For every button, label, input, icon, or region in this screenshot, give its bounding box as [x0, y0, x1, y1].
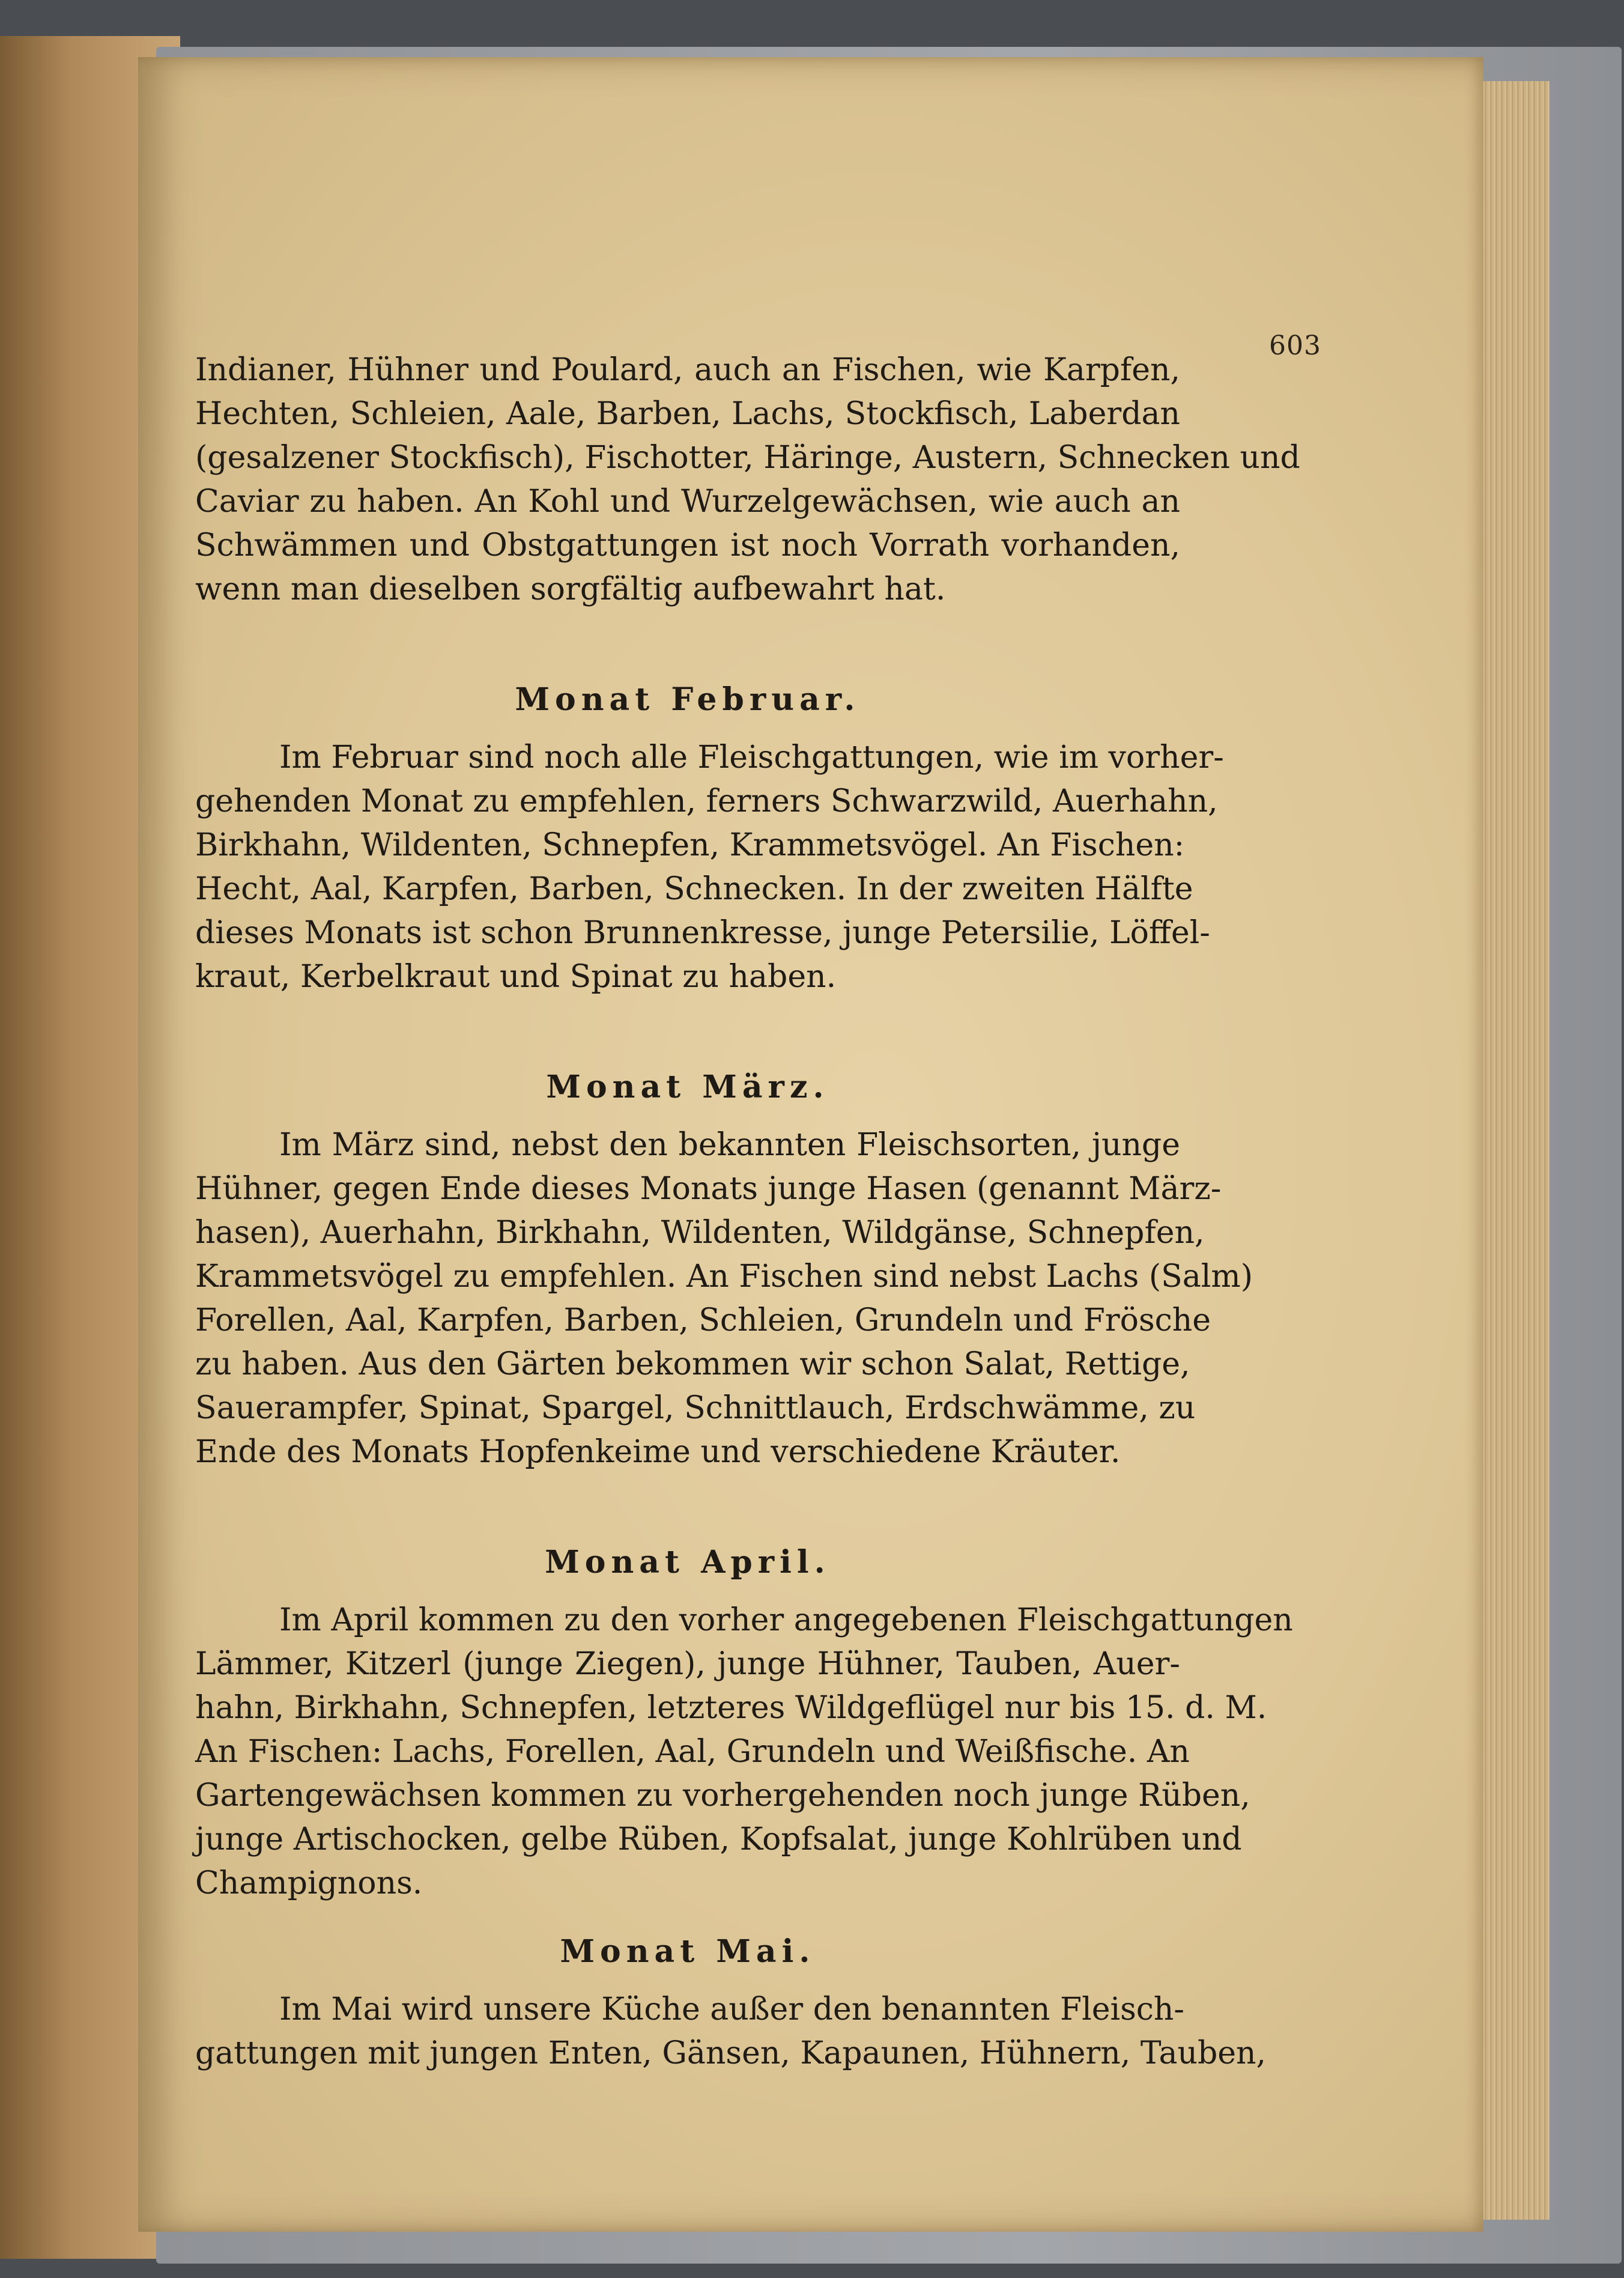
paragraph-april	[195, 1599, 1293, 1906]
text-line: hasen), Auerhahn, Birkhahn, Wildenten, Wildgänse, Schnepfen,	[195, 1215, 1205, 1251]
text-line: Forellen, Aal, Karpfen, Barben, Schleien, Grundeln und Frösche	[195, 1302, 1211, 1338]
page-number: 603	[1269, 330, 1321, 361]
text-line: Im März sind, nebst den bekannten Fleischsorten, junge	[279, 1127, 1180, 1163]
section-heading-februar: Monat Februar.	[515, 681, 861, 718]
text-line: hahn, Birkhahn, Schnepfen, letzteres Wildgeflügel nur bis 15. d. M.	[195, 1690, 1267, 1726]
text-line: gattungen mit jungen Enten, Gänsen, Kapaunen, Hühnern, Tauben,	[195, 2035, 1267, 2071]
text-line: Ende des Monats Hopfenkeime und verschiedene Kräuter.	[195, 1434, 1121, 1470]
paragraph-februar	[195, 736, 1224, 999]
text-line: Gartengewächsen kommen zu vorhergehenden noch junge Rüben,	[195, 1778, 1250, 1814]
section-heading-maerz: Monat März.	[546, 1069, 829, 1105]
text-line: dieses Monats ist schon Brunnenkresse, junge Petersilie, Löffel-	[195, 915, 1210, 951]
text-line: kraut, Kerbelkraut und Spinat zu haben.	[195, 959, 837, 995]
text-line: Im Mai wird unsere Küche außer den benannten Fleisch-	[279, 1991, 1184, 2027]
text-line: Hühner, gegen Ende dieses Monats junge Hasen (genannt März-	[195, 1171, 1222, 1207]
text-line: Hecht, Aal, Karpfen, Barben, Schnecken. In der zweiten Hälfte	[195, 871, 1193, 907]
text-line: An Fischen: Lachs, Forellen, Aal, Grundeln und Weißfische. An	[195, 1734, 1190, 1770]
page-content	[195, 348, 1300, 2076]
paragraph-intro	[195, 348, 1300, 612]
text-line: Im April kommen zu den vorher angegebenen Fleischgattungen	[279, 1602, 1293, 1638]
text-line: Im Februar sind noch alle Fleischgattungen, wie im vorher-	[279, 740, 1224, 776]
text-line: Birkhahn, Wildenten, Schnepfen, Krammetsvögel. An Fischen:	[195, 827, 1185, 863]
text-line: zu haben. Aus den Gärten bekommen wir schon Salat, Rettige,	[195, 1346, 1190, 1382]
section-heading-april: Monat April.	[545, 1544, 831, 1581]
text-line: wenn man dieselben sorgfältig aufbewahrt hat.	[195, 571, 946, 607]
text-line: Champignons.	[195, 1865, 423, 1901]
text-line: Schwämmen und Obstgattungen ist noch Vorrath vorhanden,	[195, 527, 1180, 563]
text-line: Indianer, Hühner und Poulard, auch an Fischen, wie Karpfen,	[195, 352, 1180, 388]
text-line: (gesalzener Stockfisch), Fischotter, Häringe, Austern, Schnecken und	[195, 440, 1300, 476]
section-heading-mai: Monat Mai.	[560, 1933, 816, 1970]
text-line: gehenden Monat zu empfehlen, ferners Schwarzwild, Auerhahn,	[195, 783, 1218, 819]
text-line: Sauerampfer, Spinat, Spargel, Schnittlauch, Erdschwämme, zu	[195, 1390, 1196, 1426]
text-line: junge Artischocken, gelbe Rüben, Kopfsalat, junge Kohlrüben und	[195, 1821, 1242, 1857]
text-line: Hechten, Schleien, Aale, Barben, Lachs, Stockfisch, Laberdan	[195, 396, 1180, 432]
text-line: Caviar zu haben. An Kohl und Wurzelgewächsen, wie auch an	[195, 484, 1180, 520]
paragraph-maerz	[195, 1123, 1253, 1474]
text-line: Lämmer, Kitzerl (junge Ziegen), junge Hühner, Tauben, Auer-	[195, 1646, 1180, 1682]
text-line: Krammetsvögel zu empfehlen. An Fischen sind nebst Lachs (Salm)	[195, 1259, 1253, 1295]
paragraph-mai	[195, 1988, 1267, 2076]
